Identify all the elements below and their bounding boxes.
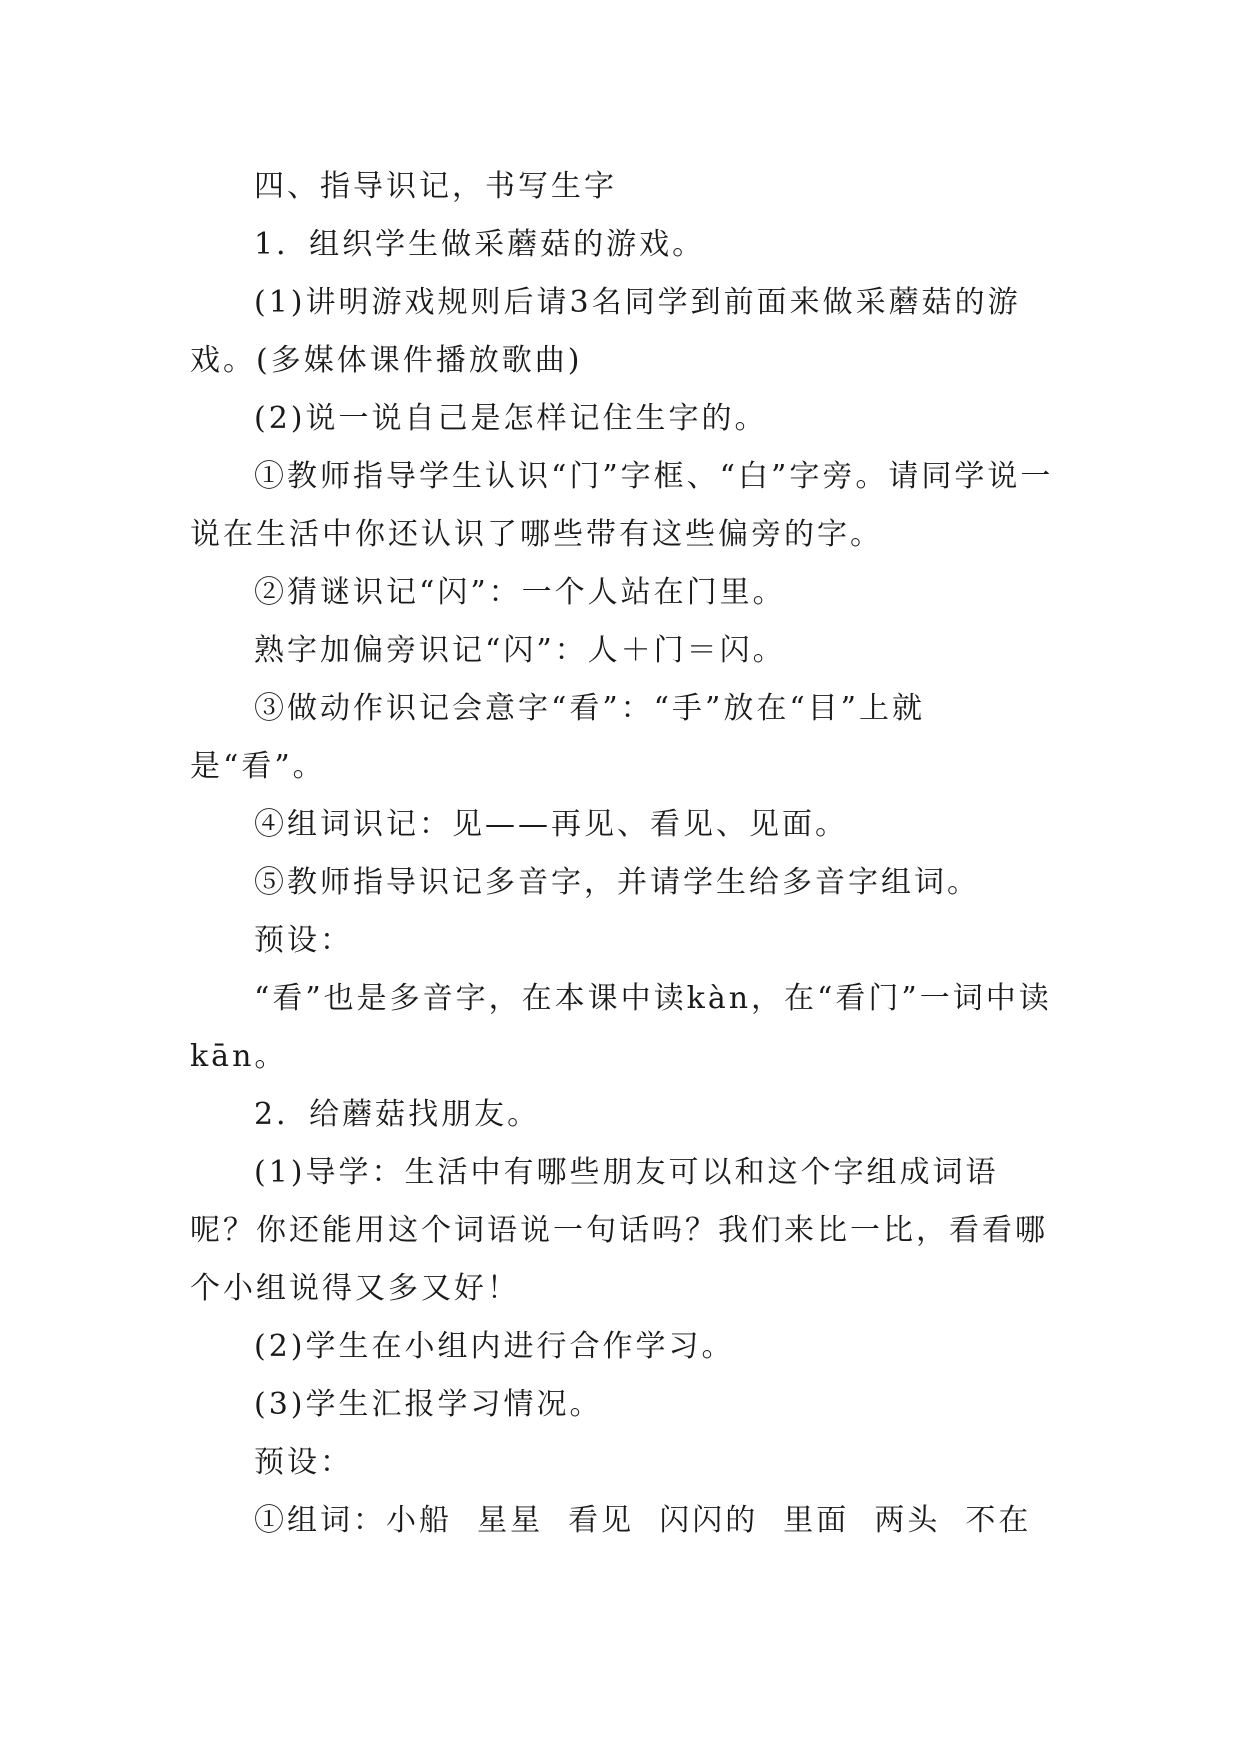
paragraph: ②猜谜识记“闪”：一个人站在门里。 bbox=[254, 575, 786, 610]
paragraph: 熟字加偏旁识记“闪”：人＋门＝闪。 bbox=[254, 633, 786, 668]
paragraph: 2．给蘑菇找朋友。 bbox=[254, 1097, 541, 1132]
paragraph: (2)学生在小组内进行合作学习。 bbox=[254, 1329, 735, 1364]
preset-label: 预设： bbox=[254, 1445, 353, 1480]
paragraph: ③做动作识记会意字“看”：“手”放在“目”上就是“看”。 bbox=[190, 691, 926, 784]
paragraph: (1)导学：生活中有哪些朋友可以和这个字组成词语呢？你还能用这个词语说一句话吗？我们来比一比，看看哪个小组说得又多又好！ bbox=[190, 1155, 1048, 1306]
paragraph: ⑤教师指导识记多音字，并请学生给多音字组词。 bbox=[254, 865, 980, 900]
paragraph: “看”也是多音字，在本课中读kàn，在“看门”一词中读kān。 bbox=[190, 981, 1052, 1074]
paragraph: (2)说一说自己是怎样记住生字的。 bbox=[254, 401, 768, 436]
paragraph: 1．组织学生做采蘑菇的游戏。 bbox=[254, 227, 706, 262]
section-heading: 四、指导识记，书写生字 bbox=[254, 169, 617, 204]
paragraph: ①教师指导学生认识“门”字框、“白”字旁。请同学说一说在生活中你还认识了哪些带有这些偏旁的字。 bbox=[190, 459, 1054, 552]
paragraph: ④组词识记：见——再见、看见、见面。 bbox=[254, 807, 848, 842]
document-body bbox=[190, 158, 1060, 1550]
paragraph: (1)讲明游戏规则后请3名同学到前面来做采蘑菇的游戏。(多媒体课件播放歌曲) bbox=[190, 285, 1021, 378]
paragraph: (3)学生汇报学习情况。 bbox=[254, 1387, 603, 1422]
preset-label: 预设： bbox=[254, 923, 353, 958]
paragraph: ①组词：小船 星星 看见 闪闪的 里面 两头 不在 bbox=[254, 1503, 1032, 1538]
